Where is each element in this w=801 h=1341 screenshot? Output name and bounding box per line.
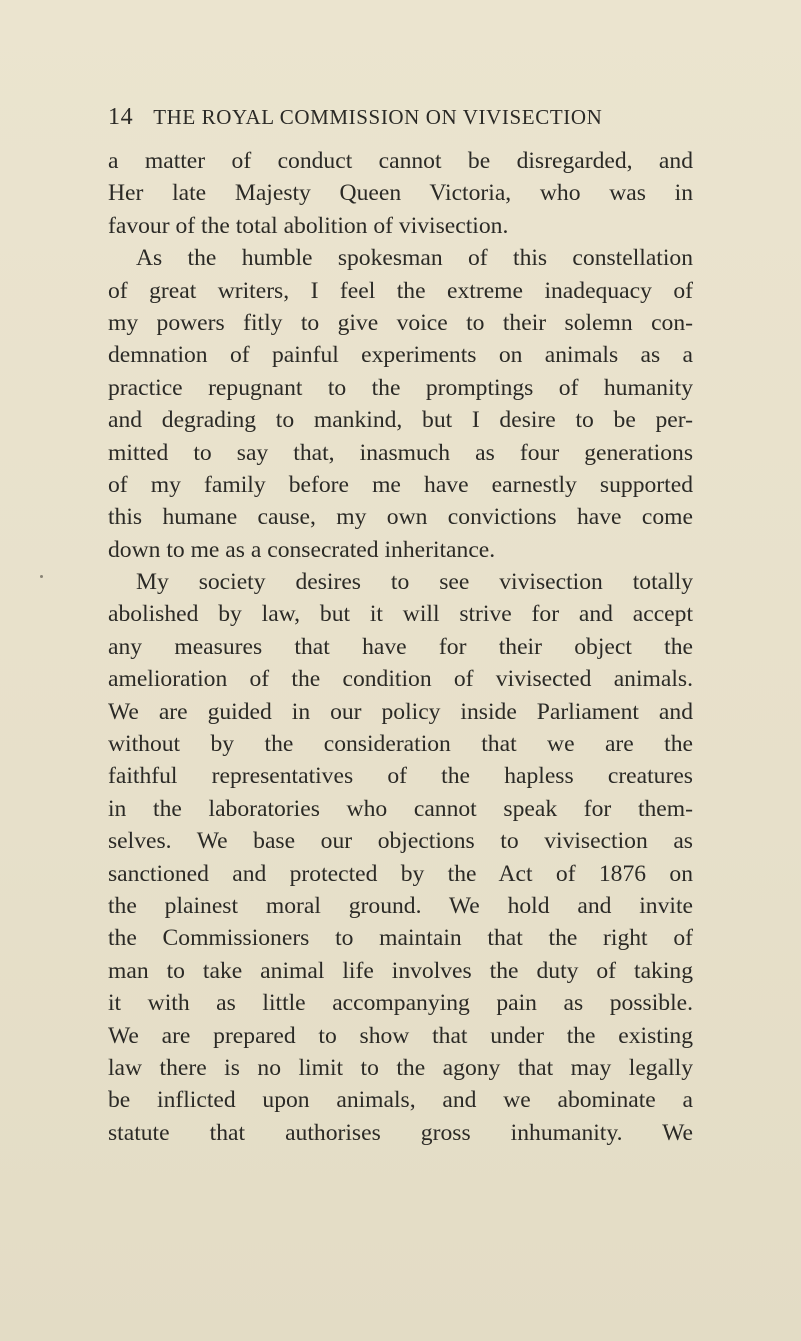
text-line: faithful representatives of the hapless creatures [108,763,693,790]
text-line: demnation of painful experiments on animals as a [108,342,693,369]
text-line: be inflicted upon animals, and we abominate a [108,1087,693,1114]
text-line: favour of the total abolition of vivisection. [108,212,509,239]
text-line: my powers fitly to give voice to their solemn con- [108,309,693,336]
text-line: the plainest moral ground. We hold and invite [108,892,693,919]
text-line: in the laboratories who cannot speak for them- [108,795,693,822]
body-text [108,145,693,1149]
text-line: As the humble spokesman of this constellation [136,245,693,272]
text-line: We are prepared to show that under the existing [108,1022,693,1049]
running-head [108,104,688,138]
text-line: it with as little accompanying pain as possible. [108,990,693,1017]
text-line: statute that authorises gross inhumanity. We [108,1119,693,1146]
text-line: mitted to say that, inasmuch as four generations [108,439,693,466]
text-line: down to me as a consecrated inheritance. [108,536,496,563]
text-line: a matter of conduct cannot be disregarded, and [108,148,693,174]
text-line: and degrading to mankind, but I desire to be per- [108,407,693,434]
text-line: My society desires to see vivisection totally [136,569,693,596]
text-line: the Commissioners to maintain that the right of [108,925,693,952]
text-line: abolished by law, but it will strive for and accept [108,601,693,628]
text-line: law there is no limit to the agony that may legally [108,1054,693,1081]
text-line: selves. We base our objections to vivisection as [108,828,693,855]
text-line: man to take animal life involves the duty of taking [108,957,693,984]
text-line: amelioration of the condition of vivisected animals. [108,666,693,693]
text-line: Her late Majesty Queen Victoria, who was in [108,180,693,207]
page-number: 14 [108,104,134,130]
text-line: of great writers, I feel the extreme inadequacy of [108,277,693,304]
running-title: THE ROYAL COMMISSION ON VIVISECTION [153,105,603,129]
text-line: practice repugnant to the promptings of humanity [108,374,693,401]
text-line: We are guided in our policy inside Parliament and [108,698,693,725]
text-line: any measures that have for their object the [108,633,693,660]
text-line: of my family before me have earnestly supported [108,471,693,498]
margin-speck [40,575,43,578]
text-line: sanctioned and protected by the Act of 1876 on [108,860,693,887]
text-line: without by the consideration that we are the [108,731,693,758]
text-line: this humane cause, my own convictions have come [108,504,693,531]
